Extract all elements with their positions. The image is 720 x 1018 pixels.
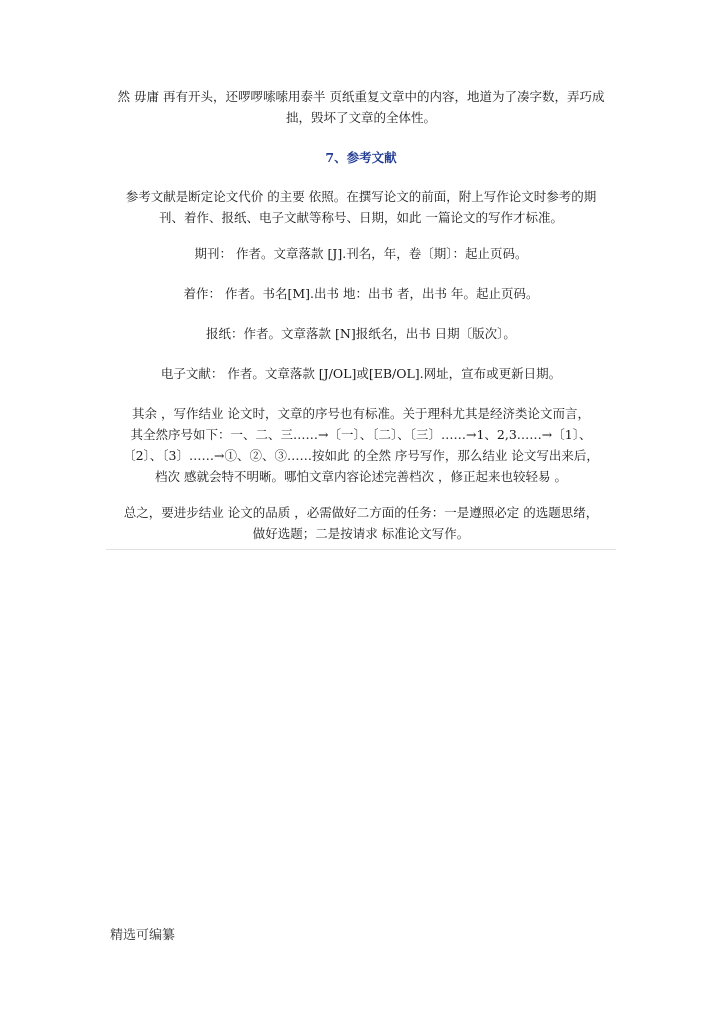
periodical-format-line: 期刊： 作者。文章落款 [J].刊名，年，卷〔期〕：起止页码。 (194, 246, 528, 261)
footer-note: 精选可编纂 (110, 928, 176, 943)
references-intro-paragraph: 参考文献是断定论文代价 的主要 依照。在撰写论文的前面，附上写作论文时参考的期 刊、着作、报纸、电子文献等称号、日期，如此 一篇论文的写作才标准。 (125, 189, 597, 225)
book-format-line: 着作： 作者。书名[M].出书 地：出书 者，出书 年。起止页码。 (183, 286, 539, 301)
summary-paragraph: 总之，要进步结业 论文的品质 ，必需做好二方面的任务：一是遵照必定 的选题思绪， 做好选题；二是按请求 标准论文写作。 (123, 505, 599, 541)
numbering-paragraph: 其余 ，写作结业 论文时，文章的序号也有标准。关于理科尤其是经济类论文而言， 其全然序号如下：一、二、三……→〔一〕、〔二〕、〔三〕……→1、2,3……→〔1〕、 〔2〕、〔3〕……→①、②、③……按如此 的全然 序号写作，那么结业 论文写出来后， 档次 感就会特不明晰。哪怕文章内容论述完善档次 ，修正起来也较轻易 。 (123, 406, 599, 484)
document-body (106, 86, 616, 550)
intro-paragraph: 然 毋庸 再有开头，还啰啰嗦嗦用泰半 页纸重复文章中的内容，地道为了凑字数，弄巧成 拙，毁坏了文章的全体性。 (117, 89, 605, 125)
newspaper-format-line: 报纸：作者。文章落款 [N]报纸名，出书 日期〔版次〕。 (206, 326, 516, 341)
divider (106, 549, 616, 550)
section-heading: 7、参考文献 (325, 150, 397, 165)
electronic-format-line: 电子文献： 作者。文章落款 [J/OL]或[EB/OL].网址，宣布或更新日期。 (160, 366, 562, 381)
